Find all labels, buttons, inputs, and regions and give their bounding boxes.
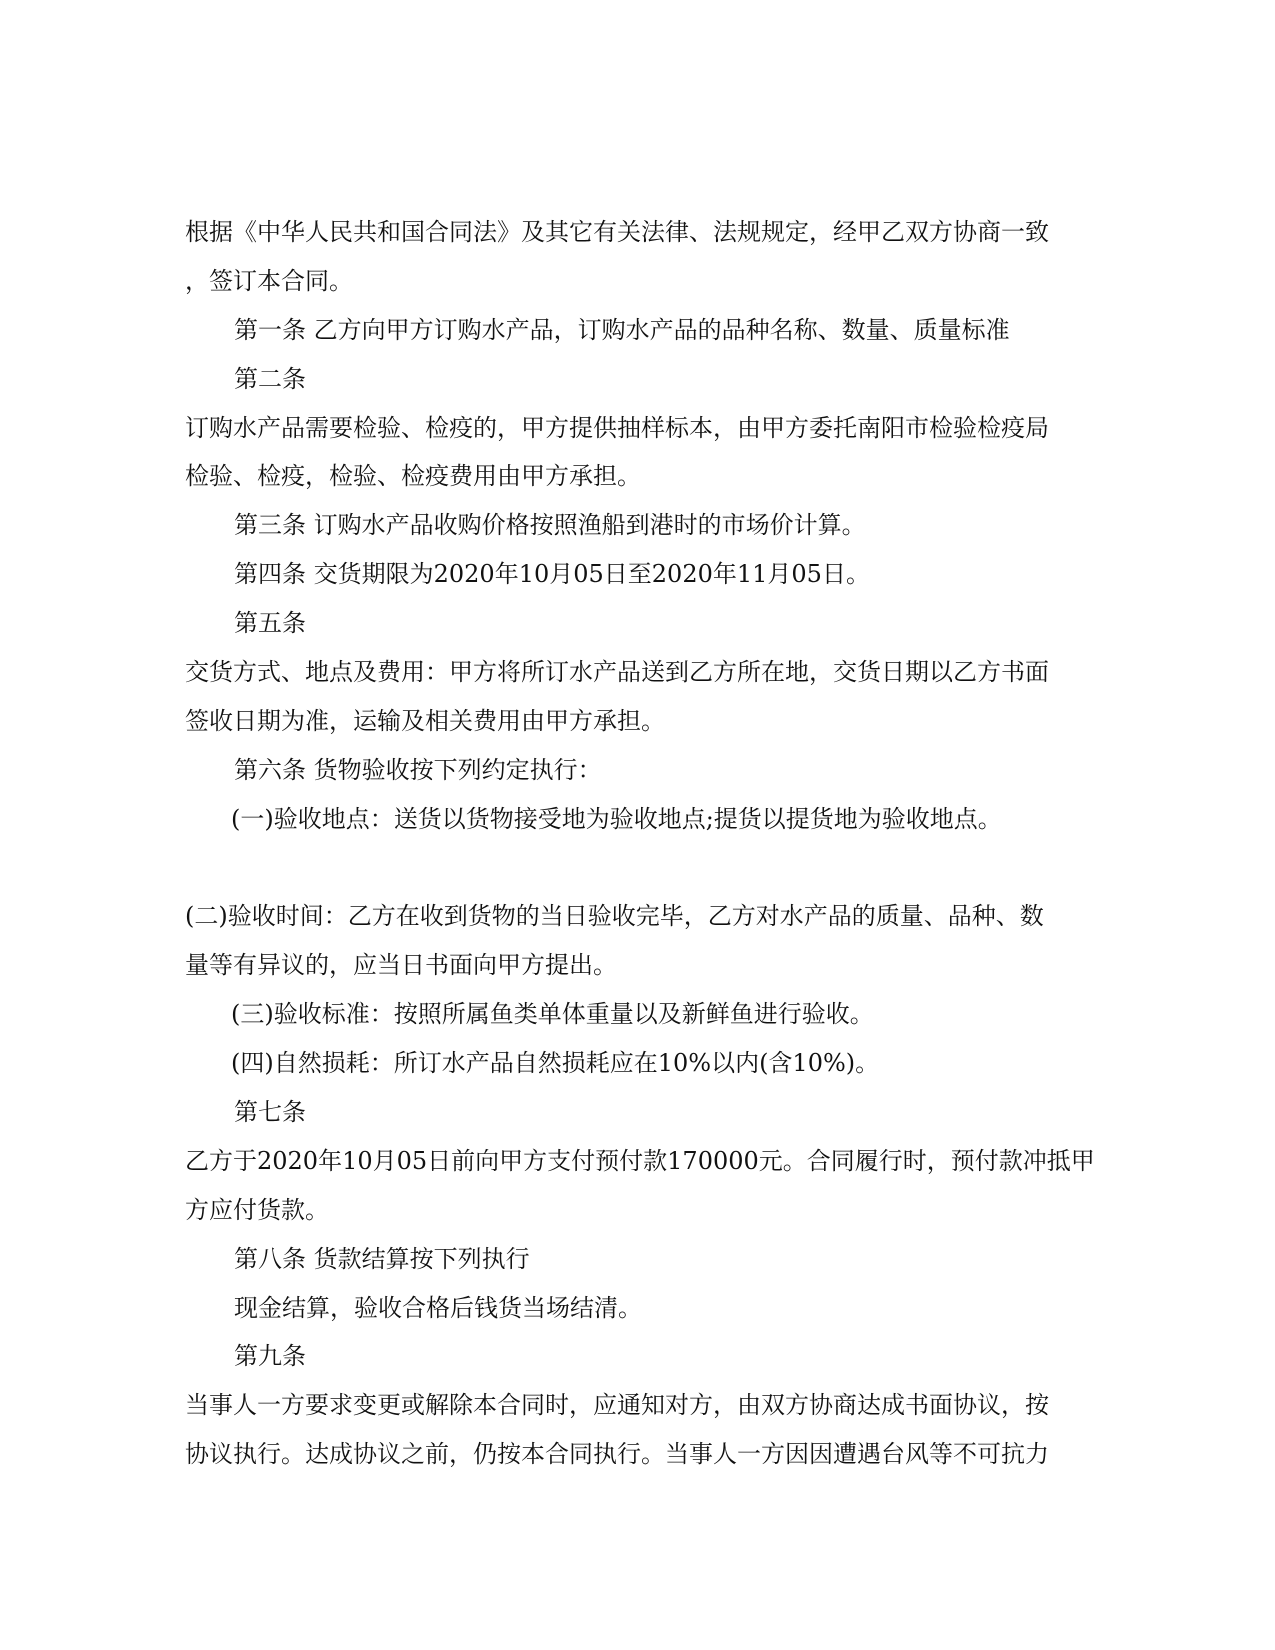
clause-6-1: (一)验收地点：送货以货物接受地为验收地点;提货以提货地为验收地点。 (231, 804, 1002, 833)
blank-line (185, 844, 1095, 893)
text-line: 检验、检疫，检验、检疫费用由甲方承担。 (185, 462, 641, 491)
article-3: 第三条 订购水产品收购价格按照渔船到港时的市场价计算。 (234, 511, 866, 540)
text-line: 协议执行。达成协议之前，仍按本合同执行。当事人一方因因遭遇台风等不可抗力 (185, 1440, 1049, 1469)
clause-6-2: (二)验收时间：乙方在收到货物的当日验收完毕，乙方对水产品的质量、品种、数 (185, 902, 1044, 931)
text-line: 方应付货款。 (185, 1195, 329, 1224)
text-line: 量等有异议的，应当日书面向甲方提出。 (185, 951, 617, 980)
article-8: 第八条 货款结算按下列执行 (234, 1244, 530, 1273)
text-line: 乙方于2020年10月05日前向甲方支付预付款170000元。合同履行时，预付款冲抵甲 (185, 1146, 1095, 1175)
article-1: 第一条 乙方向甲方订购水产品，订购水产品的品种名称、数量、质量标准 (234, 315, 1010, 344)
article-6: 第六条 货物验收按下列约定执行： (234, 755, 602, 784)
text-line: 根据《中华人民共和国合同法》及其它有关法律、法规规定，经甲乙双方协商一致 (185, 218, 1049, 246)
clause-6-3: (三)验收标准：按照所属鱼类单体重量以及新鲜鱼进行验收。 (231, 1000, 874, 1029)
contract-body (185, 208, 1095, 1479)
text-line: 订购水产品需要检验、检疫的，甲方提供抽样标本，由甲方委托南阳市检验检疫局 (185, 413, 1049, 442)
article-7-heading: 第七条 (234, 1098, 306, 1127)
text-line: 当事人一方要求变更或解除本合同时，应通知对方，由双方协商达成书面协议，按 (185, 1391, 1049, 1420)
article-2-heading: 第二条 (234, 364, 306, 393)
text-line: 交货方式、地点及费用：甲方将所订水产品送到乙方所在地，交货日期以乙方书面 (185, 658, 1049, 687)
text-line: 签收日期为准，运输及相关费用由甲方承担。 (185, 706, 665, 735)
text-line: ，签订本合同。 (185, 266, 353, 295)
article-9-heading: 第九条 (234, 1342, 306, 1371)
article-4: 第四条 交货期限为2020年10月05日至2020年11月05日。 (234, 560, 870, 589)
text-line: 现金结算，验收合格后钱货当场结清。 (234, 1293, 642, 1322)
article-5-heading: 第五条 (234, 609, 306, 638)
clause-6-4: (四)自然损耗：所订水产品自然损耗应在10%以内(含10%)。 (231, 1049, 880, 1078)
